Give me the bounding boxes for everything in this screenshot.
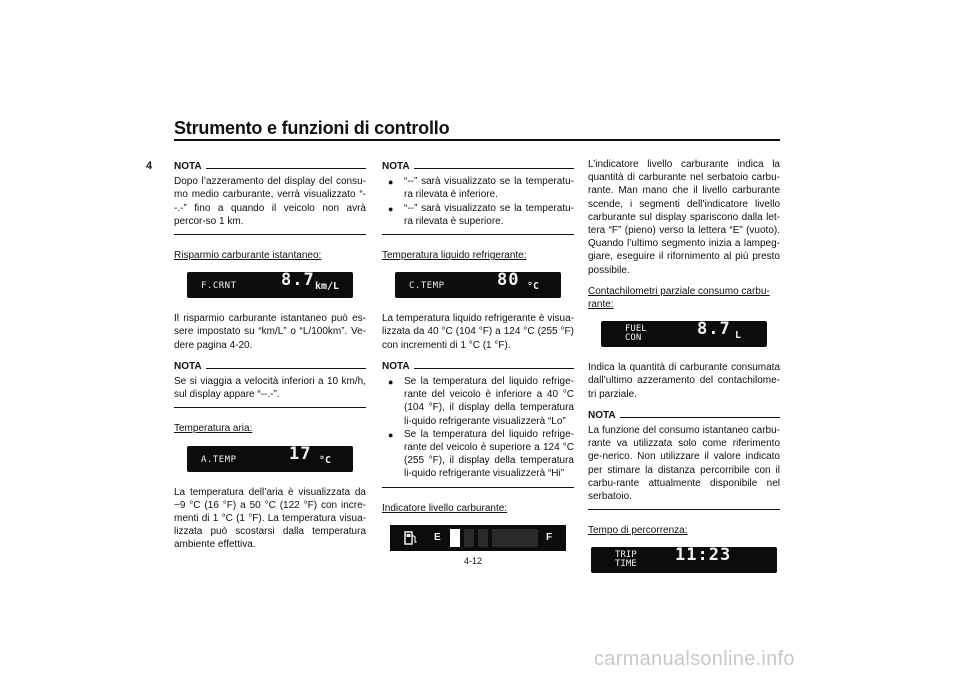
fuelcon-label-2: CON <box>625 333 642 344</box>
nota-end-rule <box>382 487 574 488</box>
fuelcon-lcd-display <box>601 321 767 347</box>
nota-header: NOTA <box>588 409 780 422</box>
list-item: ● Se la temperatura del liquido refrige-rante del veicolo è superiore a 124 °C (255 °F), il display della temperatura li-quido refrigerante visualizzerà “Hi” <box>388 428 574 480</box>
nota-text: Se si viaggia a velocità inferiori a 10 km/h, sul display appare “--.-”. <box>174 376 366 401</box>
liquido-text: La temperatura liquido refrigerante è visua-lizzata da 40 °C (104 °F) a 124 °C (255 °F) con incrementi di 1 °C (1 °F). <box>382 313 574 351</box>
section-heading-aria: Temperatura aria: <box>174 423 253 435</box>
watermark: carmanualsonline.info <box>594 648 795 670</box>
bullet-icon: ● <box>388 377 394 388</box>
nota-end-rule <box>588 509 780 510</box>
trip-label-2: TIME <box>615 559 637 570</box>
nota-list <box>382 175 574 228</box>
column-3 <box>588 158 780 587</box>
ctemp-unit: °C <box>527 281 540 293</box>
risparmio-text: Il risparmio carburante istantaneo può es-sere impostato su “km/L” o “L/100km”. Ve-dere pagina 4-20. <box>174 313 366 351</box>
atemp-value: 17 <box>289 443 312 464</box>
list-item: ● Se la temperatura del liquido refrige-rante del veicolo è inferiore a 40 °C (104 °F), il display della temperatura li-quido refrigerante visualizzerà “Lo” <box>388 376 574 427</box>
atemp-label: A.TEMP <box>201 454 237 465</box>
contachilometri-text: Indica la quantità di carburante consumata dall’ultimo azzeramento del contachilome-tri parziale. <box>588 362 780 400</box>
atemp-unit: °C <box>319 454 332 466</box>
trip-time-lcd-display <box>591 547 777 573</box>
page-title: Strumento e funzioni di controllo <box>174 118 450 138</box>
fcnt-unit: km/L <box>315 281 340 293</box>
section-heading-livello: Indicatore livello carburante: <box>382 502 508 514</box>
ctemp-label: C.TEMP <box>409 281 445 292</box>
fuel-full-label: F <box>546 531 553 543</box>
ctemp-lcd-display <box>395 272 561 298</box>
section-heading-risparmio: Risparmio carburante istantaneo: <box>174 250 322 262</box>
fcnt-label: F.CRNT <box>201 281 237 292</box>
fcnt-value: 8.7 <box>281 270 315 291</box>
column-2 <box>382 158 574 565</box>
fuel-segment <box>450 529 460 547</box>
livello-text: L’indicatore livello carburante indica la quantità di carburante nel serbatoio carbu-rante. Man mano che il livello carburante scende, i segmenti dell’indicatore livello carburante sul display spariscono dalla let-tera “F” (pieno) verso la lettera “E” (vuoto). Quando l’ultimo segmento inizia a lampeg-giare, eseguire il rifornimento al più presto possibile. <box>588 159 780 276</box>
list-item: ● “--” sarà visualizzato se la temperatu-ra rilevata è superiore. <box>388 202 574 227</box>
bullet-icon: ● <box>388 203 394 214</box>
fuel-gauge-display <box>390 525 566 551</box>
nota-text: Dopo l’azzeramento del display del consu-mo medio carburante, verrà visualizzato “--.-” fino a quando il veicolo non avrà percor-so 1 km. <box>174 176 366 227</box>
fuel-empty-label: E <box>434 531 441 543</box>
page-number: 4-12 <box>464 556 483 566</box>
list-item: ● “--” sarà visualizzato se la temperatu-ra rilevata è inferiore. <box>388 176 574 201</box>
trip-value: 11:23 <box>675 545 732 566</box>
fuelcon-value: 8.7 <box>697 319 731 340</box>
trip-label-1: TRIP <box>615 550 637 561</box>
nota-header: NOTA <box>174 360 366 373</box>
section-heading-liquido: Temperatura liquido refrigerante: <box>382 250 527 262</box>
fuelcon-unit: L <box>735 330 742 342</box>
atemp-lcd-display <box>187 443 353 472</box>
bullet-icon: ● <box>388 177 394 188</box>
fcnt-lcd-display <box>187 272 353 298</box>
nota-header: NOTA <box>382 360 574 373</box>
nota-end-rule <box>382 234 574 235</box>
fuel-segment <box>492 529 538 547</box>
nota-header: NOTA <box>174 160 366 173</box>
fuel-segment <box>478 529 488 547</box>
nota-end-rule <box>174 234 366 235</box>
column-1 <box>174 158 366 560</box>
title-rule <box>174 139 780 141</box>
bullet-icon: ● <box>388 429 394 440</box>
section-heading-tempo: Tempo di percorrenza: <box>588 525 688 537</box>
ctemp-value: 80 <box>497 270 520 291</box>
fuel-segment <box>464 529 474 547</box>
section-number: 4 <box>146 160 153 172</box>
nota-list <box>382 375 574 481</box>
fuel-pump-icon <box>404 530 418 546</box>
nota-header: NOTA <box>382 160 574 173</box>
section-heading-contachilometri: Contachilometri parziale consumo carbu-rante: <box>588 285 770 311</box>
nota-text: La funzione del consumo istantaneo carbu-rante va utilizzata solo come riferimento ge-nerico. Non utilizzare il valore indicato per stimare la distanza percorribile con il carbu-rante attualmente disponibile nel serbatoio. <box>588 425 780 503</box>
fuelcon-label-1: FUEL <box>625 324 647 335</box>
nota-end-rule <box>174 407 366 408</box>
aria-text: La temperatura dell’aria è visualizzata da −9 °C (16 °F) a 50 °C (122 °F) con incre-menti di 1 °C (1 °F). La temperatura visua-lizzata può scostarsi dalla temperatura ambiente effettiva. <box>174 486 366 551</box>
